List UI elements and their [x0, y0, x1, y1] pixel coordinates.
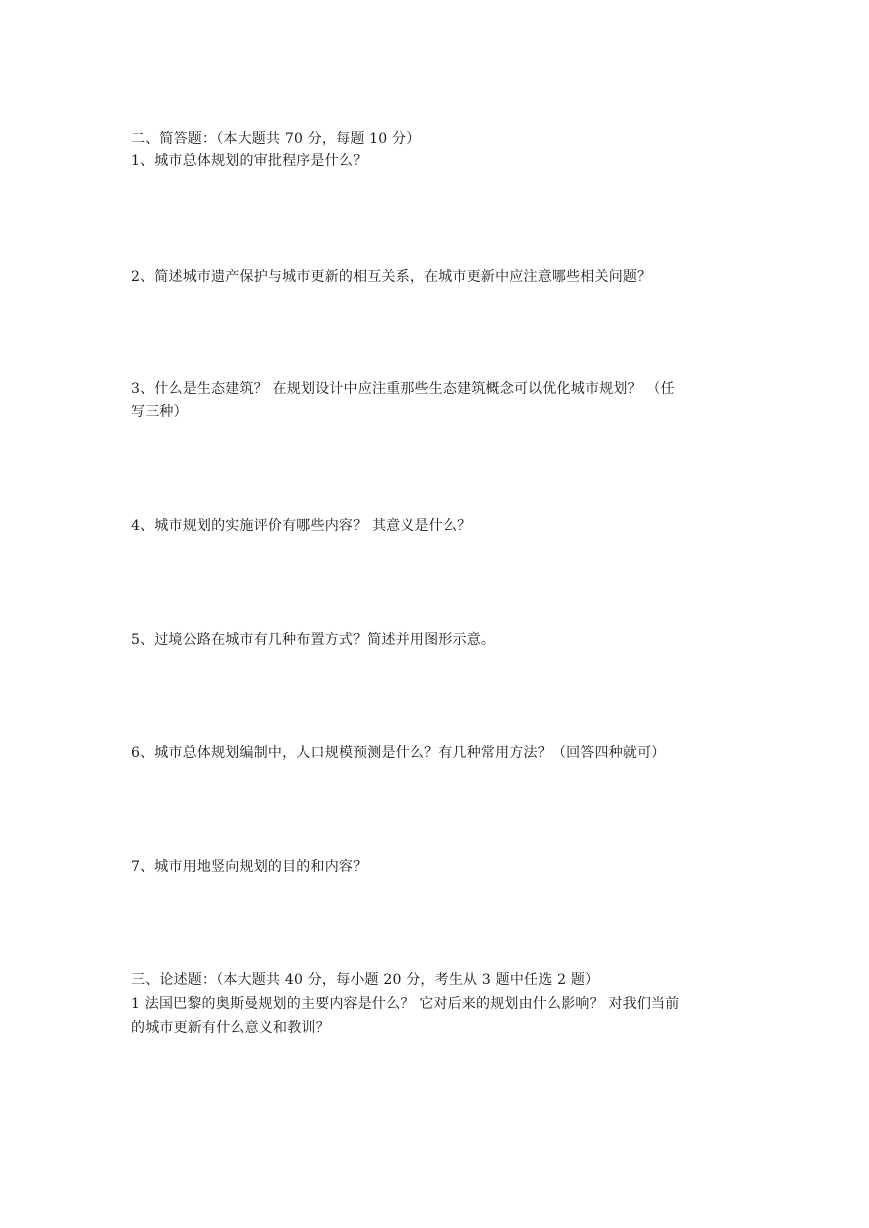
question-2-1: 1、城市总体规划的审批程序是什么？ — [131, 153, 368, 169]
question-2-2: 2、简述城市遗产保护与城市更新的相互关系，在城市更新中应注意哪些相关问题？ — [131, 269, 652, 285]
question-3-1-line-2: 的城市更新有什么意义和教训？ — [131, 1020, 330, 1036]
section-2-heading: 二、简答题：（本大题共 70 分，每题 10 分） — [131, 131, 421, 147]
question-2-6: 6、城市总体规划编制中，人口规模预测是什么？有几种常用方法？（回答四种就可） — [131, 745, 666, 761]
question-3-1-line-1: 1 法国巴黎的奥斯曼规划的主要内容是什么？ 它对后来的规划由什么影响？ 对我们当前 — [131, 996, 680, 1012]
question-2-7: 7、城市用地竖向规划的目的和内容？ — [131, 859, 368, 875]
question-2-4: 4、城市规划的实施评价有哪些内容？ 其意义是什么？ — [131, 518, 472, 534]
question-2-3-line-2: 写三种） — [131, 404, 188, 420]
question-2-3-line-1: 3、什么是生态建筑？ 在规划设计中应注重那些生态建筑概念可以优化城市规划？ （任 — [131, 381, 675, 397]
section-3-heading: 三、论述题：（本大题共 40 分，每小题 20 分，考生从 3 题中任选 2 题） — [131, 972, 600, 988]
question-2-5: 5、过境公路在城市有几种布置方式？简述并用图形示意。 — [131, 632, 496, 648]
